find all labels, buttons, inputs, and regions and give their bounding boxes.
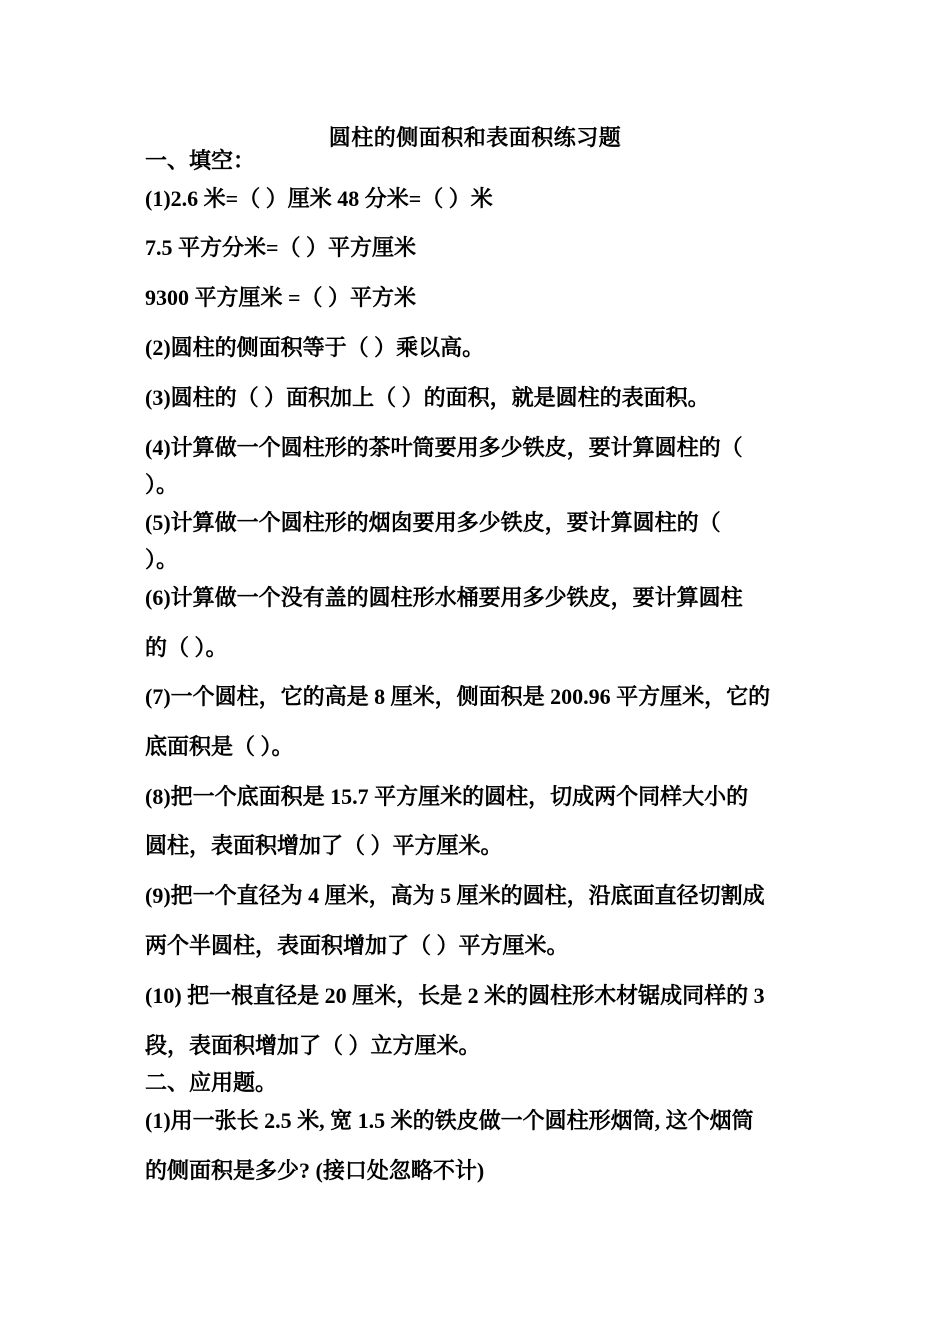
section-heading-application: 二、应用题。 <box>145 1070 278 1095</box>
question-6-line-1: (6)计算做一个没有盖的圆柱形水桶要用多少铁皮，要计算圆柱 <box>145 585 743 610</box>
question-3: (3)圆柱的（ ）面积加上（ ）的面积，就是圆柱的表面积。 <box>145 385 710 410</box>
application-1-line-2: 的侧面积是多少? (接口处忽略不计) <box>145 1158 485 1183</box>
question-6-line-2: 的（ ）。 <box>145 635 228 660</box>
question-1-line-1: (1)2.6 米=（ ）厘米 48 分米=（ ）米 <box>145 186 493 211</box>
question-7-line-1: (7)一个圆柱，它的高是 8 厘米，侧面积是 200.96 平方厘米，它的 <box>145 684 771 709</box>
question-10-line-2: 段，表面积增加了（ ）立方厘米。 <box>145 1033 481 1058</box>
question-8-line-1: (8)把一个底面积是 15.7 平方厘米的圆柱，切成两个同样大小的 <box>145 784 749 809</box>
application-1-line-1: (1)用一张长 2.5 米, 宽 1.5 米的铁皮做一个圆柱形烟筒, 这个烟筒 <box>145 1108 754 1133</box>
question-10-line-1: (10) 把一根直径是 20 厘米，长是 2 米的圆柱形木材锯成同样的 3 <box>145 983 765 1008</box>
document-title: 圆柱的侧面积和表面积练习题 <box>328 125 622 150</box>
question-5-line-1: (5)计算做一个圆柱形的烟囱要用多少铁皮，要计算圆柱的（ <box>145 510 721 535</box>
question-4-line-1: (4)计算做一个圆柱形的茶叶筒要用多少铁皮，要计算圆柱的（ <box>145 435 743 460</box>
question-1-line-3: 9300 平方厘米 =（ ）平方米 <box>145 285 417 310</box>
question-8-line-2: 圆柱，表面积增加了（ ）平方厘米。 <box>145 833 503 858</box>
question-9-line-2: 两个半圆柱，表面积增加了（ ）平方厘米。 <box>145 933 569 958</box>
question-9-line-1: (9)把一个直径为 4 厘米，高为 5 厘米的圆柱，沿底面直径切割成 <box>145 883 765 908</box>
question-7-line-2: 底面积是（ ）。 <box>145 734 294 759</box>
section-heading-fill-blank: 一、填空： <box>145 148 256 173</box>
question-4-line-2: ）。 <box>145 472 179 497</box>
question-5-line-2: ）。 <box>145 547 179 572</box>
question-2: (2)圆柱的侧面积等于（ ）乘以高。 <box>145 335 485 360</box>
question-1-line-2: 7.5 平方分米=（ ）平方厘米 <box>145 235 417 260</box>
